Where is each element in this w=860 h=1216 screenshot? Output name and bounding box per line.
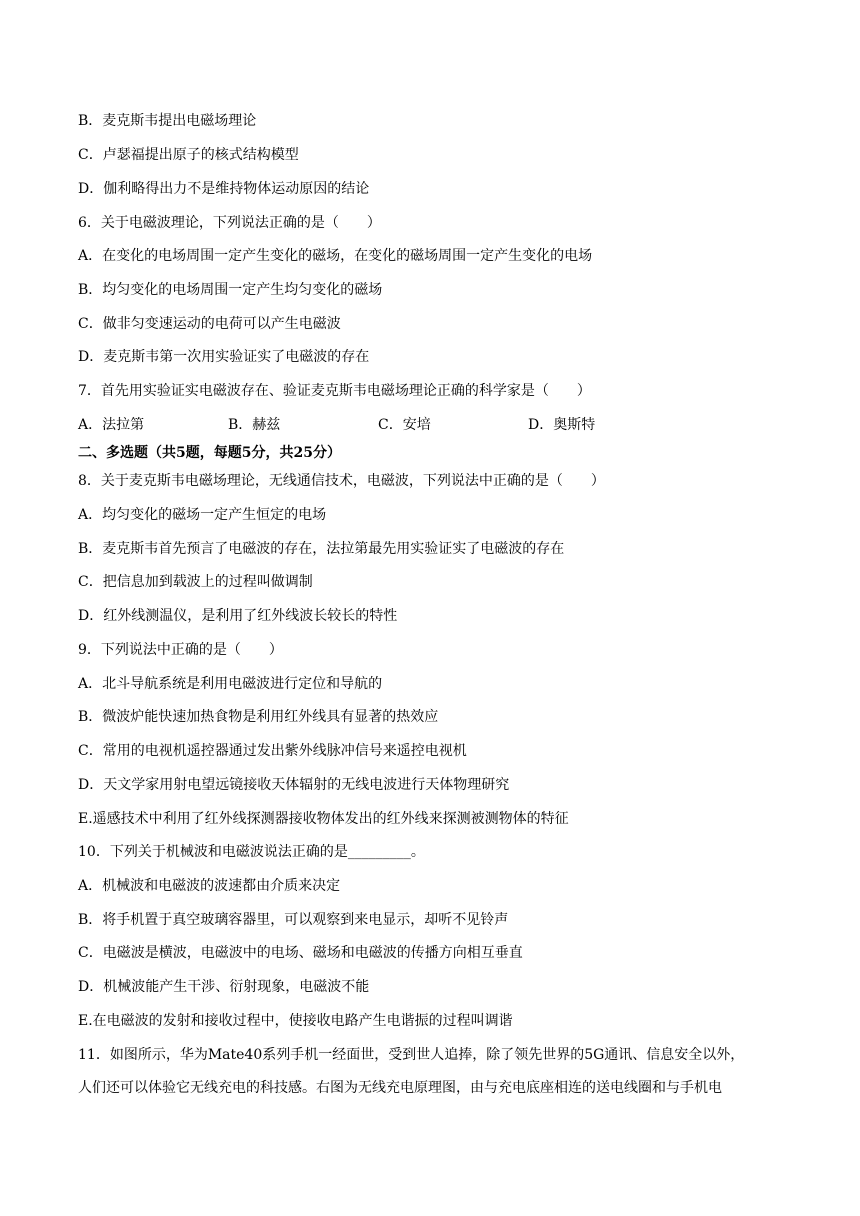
question-11-line-2: 人们还可以体验它无线充电的科技感。右图为无线充电原理图，由与充电底座相连的送电线圈和与手机电 (78, 1080, 722, 1096)
q9-option-b: B．微波炉能快速加热食物是利用红外线具有显著的热效应 (78, 709, 439, 725)
q10-option-a: A．机械波和电磁波的波速都由介质来决定 (78, 878, 341, 894)
question-7: 7．首先用实验证实电磁波存在、验证麦克斯韦电磁场理论正确的科学家是（ ） (78, 383, 591, 399)
q10-option-c: C．电磁波是横波，电磁波中的电场、磁场和电磁波的传播方向相互垂直 (78, 945, 523, 961)
q8-option-a: A．均匀变化的磁场一定产生恒定的电场 (78, 507, 327, 523)
q5-option-d: D．伽利略得出力不是维持物体运动原因的结论 (78, 181, 370, 197)
q5-option-b: B．麦克斯韦提出电磁场理论 (78, 113, 257, 129)
q8-option-c: C．把信息加到载波上的过程叫做调制 (78, 574, 313, 590)
question-10: 10．下列关于机械波和电磁波说法正确的是_________。 (78, 844, 425, 860)
q7-option-d: D．奥斯特 (528, 417, 596, 433)
q6-option-a: A．在变化的电场周围一定产生变化的磁场，在变化的磁场周围一定产生变化的电场 (78, 248, 593, 264)
question-8: 8．关于麦克斯韦电磁场理论，无线通信技术，电磁波，下列说法中正确的是（ ） (78, 473, 605, 489)
q9-option-c: C．常用的电视机遥控器通过发出紫外线脉冲信号来遥控电视机 (78, 743, 467, 759)
q8-option-d: D．红外线测温仪，是利用了红外线波长较长的特性 (78, 608, 398, 624)
q8-option-b: B．麦克斯韦首先预言了电磁波的存在，法拉第最先用实验证实了电磁波的存在 (78, 541, 565, 557)
q7-option-b: B．赫兹 (228, 417, 281, 433)
question-11-line-1: 11．如图所示，华为Mate40系列手机一经面世，受到世人追捧，除了领先世界的5G通讯、信息安全以外， (78, 1047, 745, 1063)
q10-option-d: D．机械波能产生干涉、衍射现象，电磁波不能 (78, 979, 370, 995)
q10-option-b: B．将手机置于真空玻璃容器里，可以观察到来电显示，却听不见铃声 (78, 912, 509, 928)
q6-option-b: B．均匀变化的电场周围一定产生均匀变化的磁场 (78, 282, 383, 298)
section-heading-multiple-choice: 二、多选题（共5题，每题5分，共25分） (78, 445, 341, 461)
q9-option-d: D．天文学家用射电望远镜接收天体辐射的无线电波进行天体物理研究 (78, 777, 510, 793)
q9-option-a: A．北斗导航系统是利用电磁波进行定位和导航的 (78, 676, 383, 692)
q9-option-e: E.遥感技术中利用了红外线探测器接收物体发出的红外线来探测被测物体的特征 (78, 811, 569, 827)
q7-option-a: A．法拉第 (78, 417, 145, 433)
q6-option-c: C．做非匀变速运动的电荷可以产生电磁波 (78, 316, 341, 332)
question-6: 6．关于电磁波理论，下列说法正确的是（ ） (78, 215, 381, 231)
question-9: 9．下列说法中正确的是（ ） (78, 642, 283, 658)
q6-option-d: D．麦克斯韦第一次用实验证实了电磁波的存在 (78, 349, 370, 365)
q10-option-e: E.在电磁波的发射和接收过程中，使接收电路产生电谐振的过程叫调谐 (78, 1013, 513, 1029)
q7-option-c: C．安培 (378, 417, 431, 433)
q5-option-c: C．卢瑟福提出原子的核式结构模型 (78, 147, 299, 163)
q7-options (78, 415, 778, 435)
